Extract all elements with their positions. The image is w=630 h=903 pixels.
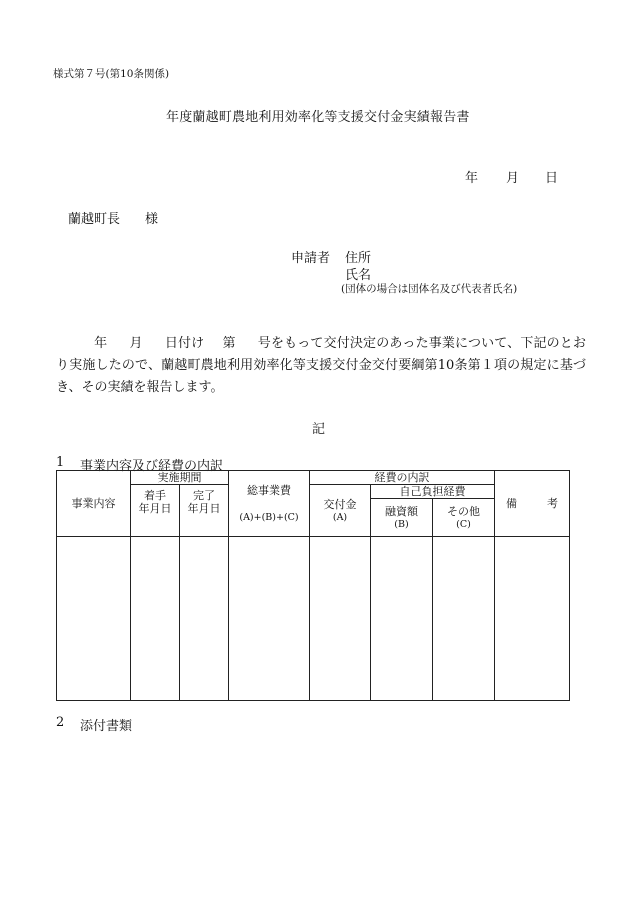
loan-symbol: (B)	[394, 518, 409, 530]
header-remarks	[495, 471, 570, 537]
body-cell-start[interactable]	[131, 537, 180, 701]
form-number: 様式第７号(第10条関係)	[53, 68, 170, 80]
body-cell-content[interactable]	[57, 537, 131, 701]
body-cell-grant[interactable]	[310, 537, 371, 701]
body-cell-total[interactable]	[229, 537, 310, 701]
grant-symbol: (A)	[332, 511, 348, 523]
addressee-name: 蘭越町長	[68, 212, 121, 227]
body-rest: 号をもって交付決定のあった事業について、下記のとおり実施したので、蘭越町農地利用効率化等支援交付金交付要綱第10条第１項の規定に基づき、その実績を報告します。	[56, 336, 586, 395]
body-year: 年	[94, 336, 108, 351]
applicant-note: (団体の場合は団体名及び代表者氏名)	[341, 283, 518, 295]
header-self-burden: 自己負担経費	[371, 485, 495, 499]
grant-label: 交付金	[323, 497, 357, 511]
date-day: 日	[545, 171, 559, 186]
header-start	[131, 485, 180, 537]
header-loan	[371, 499, 433, 537]
applicant-label: 申請者	[291, 251, 331, 266]
total-cost-label: 総事業費	[247, 483, 291, 497]
applicant-name-label: 氏名	[345, 268, 372, 283]
other-symbol: (C)	[456, 518, 471, 530]
body-cell-loan[interactable]	[371, 537, 433, 701]
remarks-b: 考	[547, 497, 559, 510]
other-label: その他	[447, 504, 481, 518]
header-end	[180, 485, 229, 537]
body-day: 日付け	[164, 336, 205, 351]
start-ymd: 年月日	[138, 502, 172, 515]
end-label: 完了	[193, 489, 215, 502]
section2-title: 添付書類	[80, 719, 133, 734]
header-grant	[310, 485, 371, 537]
body-cell-other[interactable]	[433, 537, 495, 701]
date-year: 年	[465, 171, 479, 186]
cost-breakdown-table	[56, 470, 570, 701]
body-paragraph	[56, 333, 586, 399]
date-month: 月	[506, 171, 520, 186]
header-content: 事業内容	[57, 471, 131, 537]
ki-label: 記	[312, 422, 326, 437]
applicant-address-label: 住所	[345, 251, 372, 266]
body-month: 月	[129, 336, 143, 351]
start-label: 着手	[144, 489, 166, 502]
header-period: 実施期間	[131, 471, 229, 485]
header-other	[433, 499, 495, 537]
body-cell-end[interactable]	[180, 537, 229, 701]
body-no: 第	[222, 336, 236, 351]
section1-title: 事業内容及び経費の内訳	[80, 459, 224, 474]
total-cost-formula: (A)+(B)+(C)	[239, 511, 299, 523]
loan-label: 融資額	[385, 504, 418, 518]
section2-number: 2	[56, 715, 65, 730]
document-title: 年度蘭越町農地利用効率化等支援交付金実績報告書	[166, 110, 470, 125]
remarks-a: 備	[506, 497, 518, 510]
header-total-cost	[229, 471, 310, 537]
body-cell-remarks[interactable]	[495, 537, 570, 701]
addressee-honorific: 様	[145, 212, 159, 227]
header-breakdown: 経費の内訳	[310, 471, 495, 485]
section1-number: 1	[56, 455, 65, 470]
end-ymd: 年月日	[187, 502, 221, 515]
